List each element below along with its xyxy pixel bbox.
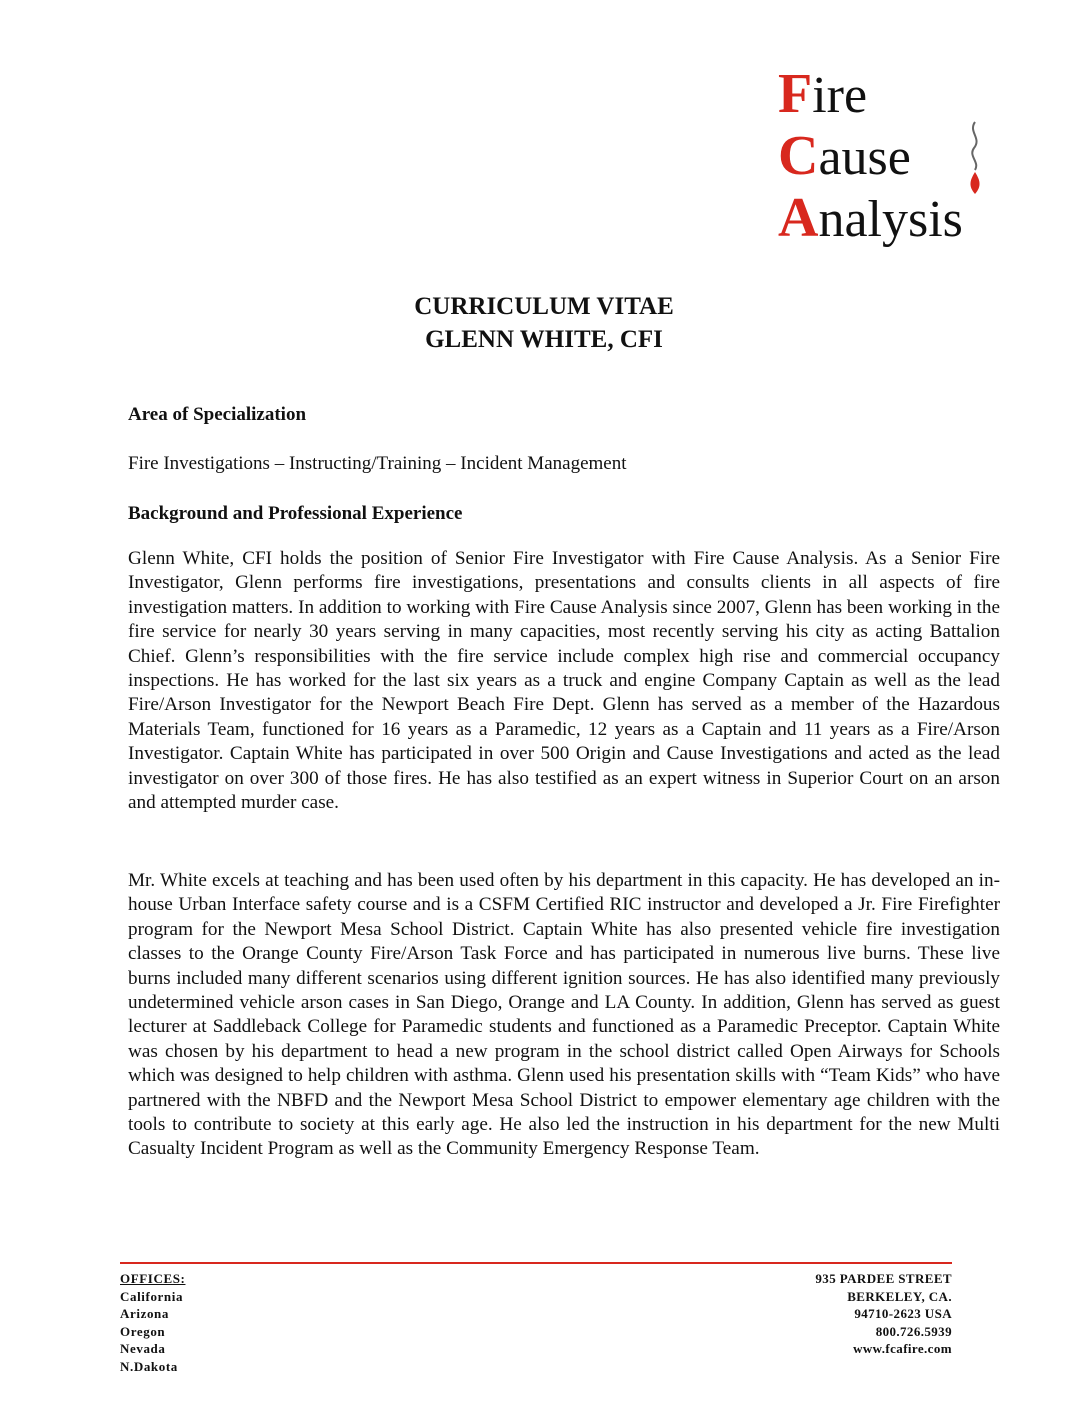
office-item: California [120,1288,184,1304]
address-zip: 94710-2623 USA [854,1306,952,1322]
address-block [815,1270,952,1358]
office-item: Nevada [120,1341,166,1357]
specialization-heading: Area of Specialization [128,404,307,425]
logo-line-cause: Cause [778,125,911,187]
specialization-text: Fire Investigations – Instructing/Training – Incident Management [128,453,627,474]
offices-list [120,1270,185,1376]
office-item: Oregon [120,1323,166,1339]
background-paragraph-1: Glenn White, CFI holds the position of Senior Fire Investigator with Fire Cause Analysis. As a Senior Fire Investigator, Glenn performs fire investigations, presentations and consults clients in all aspects of fire investigation matters. In addition to working with Fire Cause Analysis since 2007, Glenn has been working in the fire service for nearly 30 years serving in many capacities, most recently serving his city as acting Battalion Chief. Glenn’s responsibilities with the fire service include complex high rise and commercial occupancy inspections. He has worked for the last six years as a truck and engine Company Captain as well as the lead Fire/Arson Investigator for the Newport Beach Fire Dept. Glenn has served as a member of the Hazardous Materials Team, functioned for 16 years as a Paramedic, 12 years as a Captain and 11 years as a Fire/Arson Investigator. Captain White has participated in over 500 Origin and Cause Investigations and acted as the lead investigator on over 300 of those fires. He has also testified as an expert witness in Superior Court on an arson and attempted murder case. [128,548,1000,814]
title-line-name: GLENN WHITE, CFI [425,326,663,353]
company-logo [778,62,1008,249]
footer-divider [120,1262,952,1264]
office-item: N.Dakota [120,1358,178,1374]
address-city: BERKELEY, CA. [847,1288,952,1304]
address-street: 935 PARDEE STREET [815,1271,952,1286]
document-title [0,290,1088,356]
address-website: www.fcafire.com [853,1341,952,1357]
background-paragraph-2: Mr. White excels at teaching and has been used often by his department in this capacity. He has developed an in-house Urban Interface safety course and is a CSFM Certified RIC instructor and developed a Jr. Fire Firefighter program for the Newport Mesa School District. Captain White has also presented vehicle fire investigation classes to the Orange County Fire/Arson Task Force and has participated in numerous live burns. These live burns included many different scenarios using different ignition sources. He has also identified many previously undetermined vehicle arson cases in San Diego, Orange and LA County. In addition, Glenn has served as guest lecturer at Saddleback College for Paramedic students and functioned as a Paramedic Preceptor. Captain White was chosen by his department to head a new program in the school district called Open Airways for Schools which was designed to help children with asthma. Glenn used his presentation skills with “Team Kids” who have partnered with the NBFD and the Newport Mesa School District to empower elementary age children with the tools to contribute to society at this early age. He also led the instruction in his department for the new Multi Casualty Incident Program as well as the Community Emergency Response Team. [128,870,1000,1160]
logo-line-fire: Fire [778,63,868,125]
logo-line-analysis: Analysis [778,187,963,249]
office-item: Arizona [120,1306,169,1322]
address-phone: 800.726.5939 [875,1323,952,1339]
offices-heading: OFFICES: [120,1271,186,1286]
background-heading: Background and Professional Experience [128,503,463,524]
title-line-cv: CURRICULUM VITAE [414,293,674,320]
smoke-flame-icon [960,118,990,198]
